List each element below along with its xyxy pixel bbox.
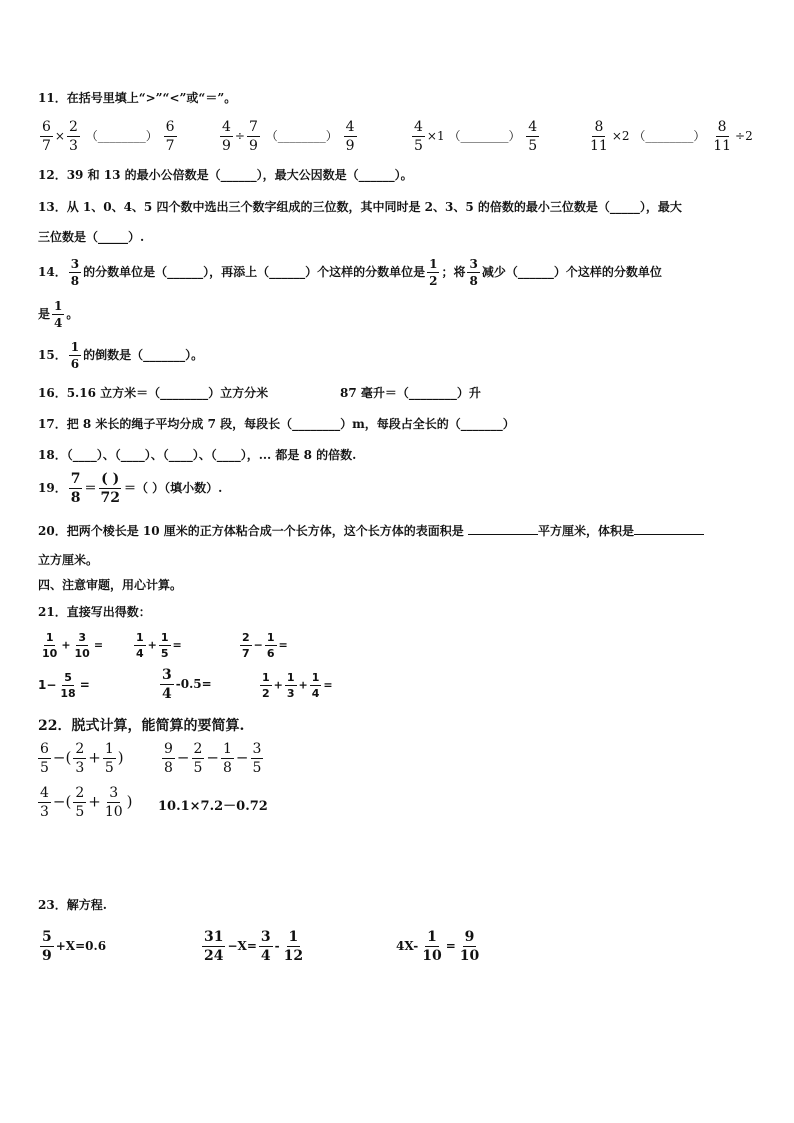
fraction: $\frac{1}{4}$ [136,631,144,660]
q21-expr-1: $\frac{1}{10}$ + $\frac{3}{10}$ = [42,631,104,660]
fraction: $\frac{2}{3}$ [68,119,78,154]
fraction: $\frac{7}{8}$ [70,471,81,506]
fraction: $\frac{3}{4}$ [260,929,271,964]
q14-line2: 是 $\frac{1}{4}$ 。 [38,299,79,330]
fraction: $\frac{1}{5}$ [104,741,114,776]
fraction: $\frac{3}{10}$ [104,785,123,820]
answer-blank[interactable]: （________） [448,129,521,143]
q22-expr-2: $\frac{9}{8}$ − $\frac{2}{5}$ − $\frac{1}{8}$ − $\frac{3}{5}$ [164,741,262,776]
fraction: $\frac{1}{10}$ [42,631,58,660]
answer-underline[interactable] [634,522,704,535]
fraction: $\frac{3}{5}$ [252,741,262,776]
fraction: $\frac{3}{8}$ [70,257,80,288]
fraction: $\frac{1}{3}$ [286,671,295,700]
q21-title: 21．直接写出得数： [38,605,151,619]
q13-line2: 三位数是（_____）. [38,230,145,244]
fraction: $\frac{7}{9}$ [248,119,258,154]
fraction-blank[interactable]: $\frac{( )}{72}$ [100,471,120,506]
fraction: $\frac{1}{4}$ [54,299,63,330]
q14-line1: 14． $\frac{3}{8}$ 的分数单位是（______），再添上（______）个这样的分数单位是 $\frac{1}{2}$ ；将 $\frac{3}{8}$ 减少（______）个这样的分数单位 [38,257,662,288]
fraction: $\frac{1}{5}$ [160,631,169,660]
q11-item-4: $\frac{8}{11}$ ×2 （________） $\frac{8}{11}$ ÷2 [590,119,753,154]
fraction: $\frac{8}{11}$ [590,119,608,154]
fraction: $\frac{6}{7}$ [165,119,175,154]
fraction: $\frac{4}{9}$ [345,119,355,154]
answer-blank[interactable]: （________） [85,129,158,143]
fraction: $\frac{1}{2}$ [429,257,438,288]
fraction: $\frac{1}{4}$ [311,671,320,700]
fraction: $\frac{1}{2}$ [262,671,270,700]
q22-title: 22．脱式计算，能简算的要简算. [38,718,245,734]
q11-item-2: $\frac{4}{9}$ ÷ $\frac{7}{9}$ （________） $\frac{4}{9}$ [222,119,355,154]
q23-eq-1: $\frac{5}{9}$ +X=0.6 [42,929,107,964]
q13-line1: 13．从 1、0、4、5 四个数中选出三个数字组成的三位数，其中同时是 2、3、5 的倍数的最小三位数是（_____），最大 [38,200,682,214]
q15-text: 15． $\frac{1}{6}$ 的倒数是（_______）。 [38,340,204,371]
fraction: $\frac{8}{11}$ [713,119,732,154]
fraction: $\frac{2}{5}$ [193,741,203,776]
q18-text: 18．（____）、（____）、（____）、（____），... 都是 8 的倍数. [38,448,357,462]
fraction: $\frac{1}{6}$ [70,340,80,371]
q21-expr-2: $\frac{1}{4}$ + $\frac{1}{5}$ = [136,631,182,660]
fraction: $\frac{5}{9}$ [42,929,52,964]
q11-item-3: $\frac{4}{5}$ ×1 （________） $\frac{4}{5}$ [414,119,538,154]
fraction: $\frac{6}{7}$ [42,119,51,154]
fraction: $\frac{1}{10}$ [422,929,442,964]
fraction: $\frac{4}{5}$ [528,119,538,154]
fraction: $\frac{1}{8}$ [223,741,232,776]
fraction: $\frac{4}{3}$ [40,785,49,820]
answer-blank[interactable]: （________） [265,129,338,143]
fraction: $\frac{4}{5}$ [414,119,423,154]
q11-item-1: $\frac{6}{7}$ × $\frac{2}{3}$ （________） $\frac{6}{7}$ [42,119,175,154]
q23-eq-2: $\frac{31}{24}$ −X= $\frac{3}{4}$ - $\frac{1}{12}$ [204,929,304,964]
fraction: $\frac{5}{18}$ [60,671,76,700]
q21-expr-5: $\frac{3}{4}$ -0.5= [162,667,212,702]
q11-title: 11．在括号里填上“>”“<”或“＝”。 [38,91,237,105]
q22-expr-1: $\frac{6}{5}$ −( $\frac{2}{3}$ + $\frac{1}{5}$ ) [40,741,124,776]
fraction: $\frac{6}{5}$ [40,741,49,776]
answer-blank[interactable]: （________） [633,129,706,143]
fraction: $\frac{4}{9}$ [222,119,231,154]
q21-expr-6: $\frac{1}{2}$ + $\frac{1}{3}$ + $\frac{1}{4}$ = [262,671,333,700]
answer-underline[interactable] [468,522,538,535]
q19-text: 19． $\frac{7}{8}$ ＝ $\frac{( )}{72}$ ＝（ ）（填小数）. [38,471,223,506]
fraction: $\frac{3}{8}$ [469,257,478,288]
fraction: $\frac{3}{10}$ [74,631,90,660]
q22-expr-3: $\frac{4}{3}$ −( $\frac{2}{5}$ + $\frac{3}{10}$ ) [40,785,133,820]
q17-text: 17．把 8 米长的绳子平均分成 7 段，每段长（________）m，每段占全长的（_______） [38,417,515,431]
q23-title: 23．解方程. [38,898,107,912]
fraction: $\frac{2}{7}$ [242,631,250,660]
q16-part-b: 87 毫升＝（________）升 [340,386,481,400]
fraction: $\frac{1}{12}$ [283,929,304,964]
fraction: $\frac{3}{4}$ [162,667,172,702]
fraction: $\frac{1}{6}$ [266,631,275,660]
q21-expr-3: $\frac{2}{7}$ − $\frac{1}{6}$ = [242,631,288,660]
fraction: $\frac{9}{10}$ [459,929,480,964]
q12-text: 12．39 和 13 的最小公倍数是（______），最大公因数是（______）。 [38,168,413,182]
q22-expr-4: 10.1×7.2－0.72 [158,799,268,814]
q23-eq-3: 4X- $\frac{1}{10}$ = $\frac{9}{10}$ [396,929,480,964]
fraction: $\frac{2}{3}$ [75,741,85,776]
fraction: $\frac{2}{5}$ [75,785,85,820]
section-heading: 四、注意审题，用心计算。 [38,578,183,592]
q16-part-a: 16．5.16 立方米＝（________）立方分米 [38,386,269,400]
q20-line1: 20．把两个棱长是 10 厘米的正方体粘合成一个长方体，这个长方体的表面积是 平方厘米，体积是 [38,522,704,539]
q20-line2: 立方厘米。 [38,553,99,567]
fraction: $\frac{9}{8}$ [164,741,173,776]
q21-expr-4: 1− $\frac{5}{18}$ = [38,671,90,700]
fraction: $\frac{31}{24}$ [204,929,224,964]
